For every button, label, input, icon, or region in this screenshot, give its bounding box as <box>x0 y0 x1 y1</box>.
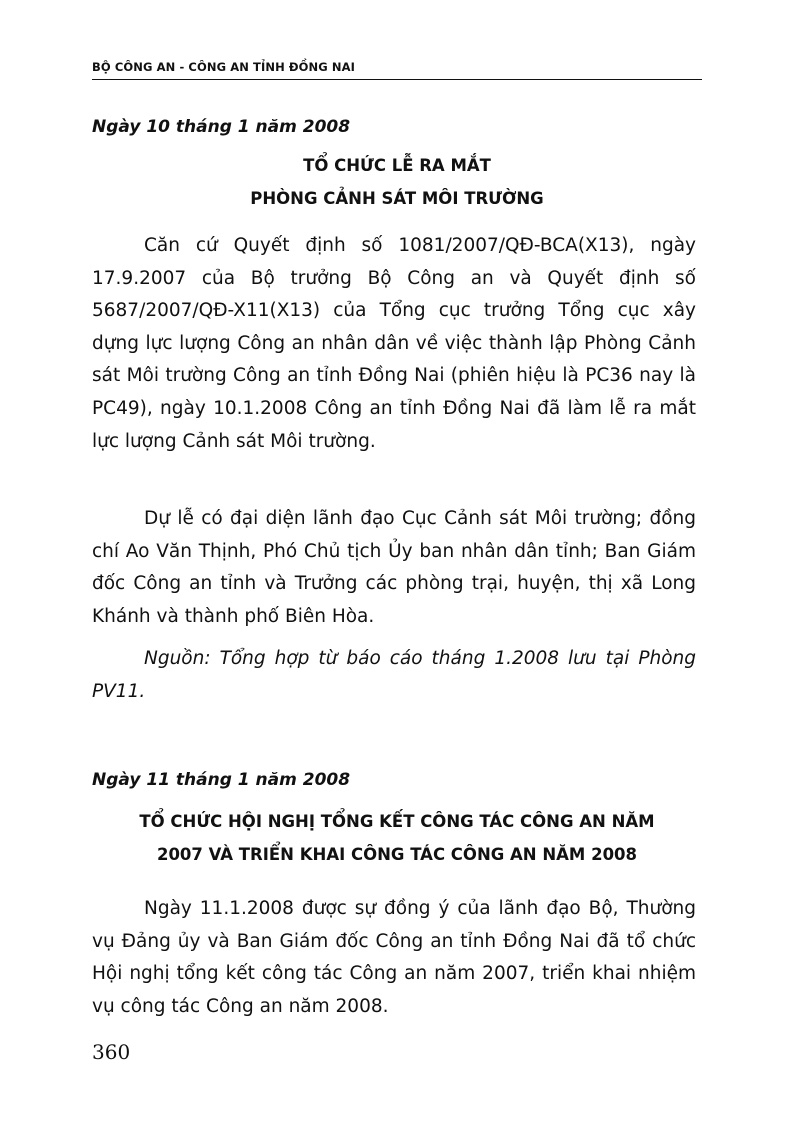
section1-title-line2: PHÒNG CẢNH SÁT MÔI TRƯỜNG <box>250 189 544 208</box>
section1-title-line1: TỔ CHỨC LỄ RA MẮT <box>303 156 491 175</box>
section2-title-line2: 2007 VÀ TRIỂN KHAI CÔNG TÁC CÔNG AN NĂM 2008 <box>156 845 638 864</box>
section1-paragraph2-text: Dự lễ có đại diện lãnh đạo Cục Cảnh sát Môi trường; đồng chí Ao Văn Thịnh, Phó Chủ tịch Ủy ban nhân dân tỉnh; Ban Giám đốc Công an tỉnh và Trưởng các phòng trại, huyện, thị xã Long Khánh và thành phố Biên Hòa. <box>92 508 696 627</box>
section2-title-line1: TỔ CHỨC HỘI NGHỊ TỔNG KẾT CÔNG TÁC CÔNG AN NĂM <box>139 812 655 831</box>
section2-paragraph1-text: Ngày 11.1.2008 được sự đồng ý của lãnh đạo Bộ, Thường vụ Đảng ủy và Ban Giám đốc Công an tỉnh Đồng Nai đã tổ chức Hội nghị tổng kết công tác Công an năm 2007, triển khai nhiệm vụ công tác Công an năm 2008. <box>92 898 696 1017</box>
section1-paragraph1-text: Căn cứ Quyết định số 1081/2007/QĐ-BCA(X13), ngày 17.9.2007 của Bộ trưởng Bộ Công an và Quyết định số 5687/2007/QĐ-X11(X13) của Tổng cục trưởng Tổng cục xây dựng lực lượng Công an nhân dân về việc thành lập Phòng Cảnh sát Môi trường Công an tỉnh Đồng Nai (phiên hiệu là PC36 nay là PC49), ngày 10.1.2008 Công an tỉnh Đồng Nai đã làm lễ ra mắt lực lượng Cảnh sát Môi trường. <box>92 235 696 452</box>
section1-date: Ngày 10 tháng 1 năm 2008 <box>92 117 351 137</box>
section1-title <box>92 149 702 215</box>
section2-paragraph1 <box>92 893 696 1023</box>
section1-source <box>92 643 696 708</box>
section2-title <box>92 805 702 871</box>
running-header: BỘ CÔNG AN - CÔNG AN TỈNH ĐỒNG NAI <box>92 60 702 80</box>
page-number: 360 <box>92 1040 131 1064</box>
section2-date: Ngày 11 tháng 1 năm 2008 <box>92 770 351 790</box>
section1-source-text: Nguồn: Tổng hợp từ báo cáo tháng 1.2008 lưu tại Phòng PV11. <box>92 648 696 702</box>
section1-paragraph1 <box>92 230 696 458</box>
section1-paragraph2 <box>92 503 696 633</box>
